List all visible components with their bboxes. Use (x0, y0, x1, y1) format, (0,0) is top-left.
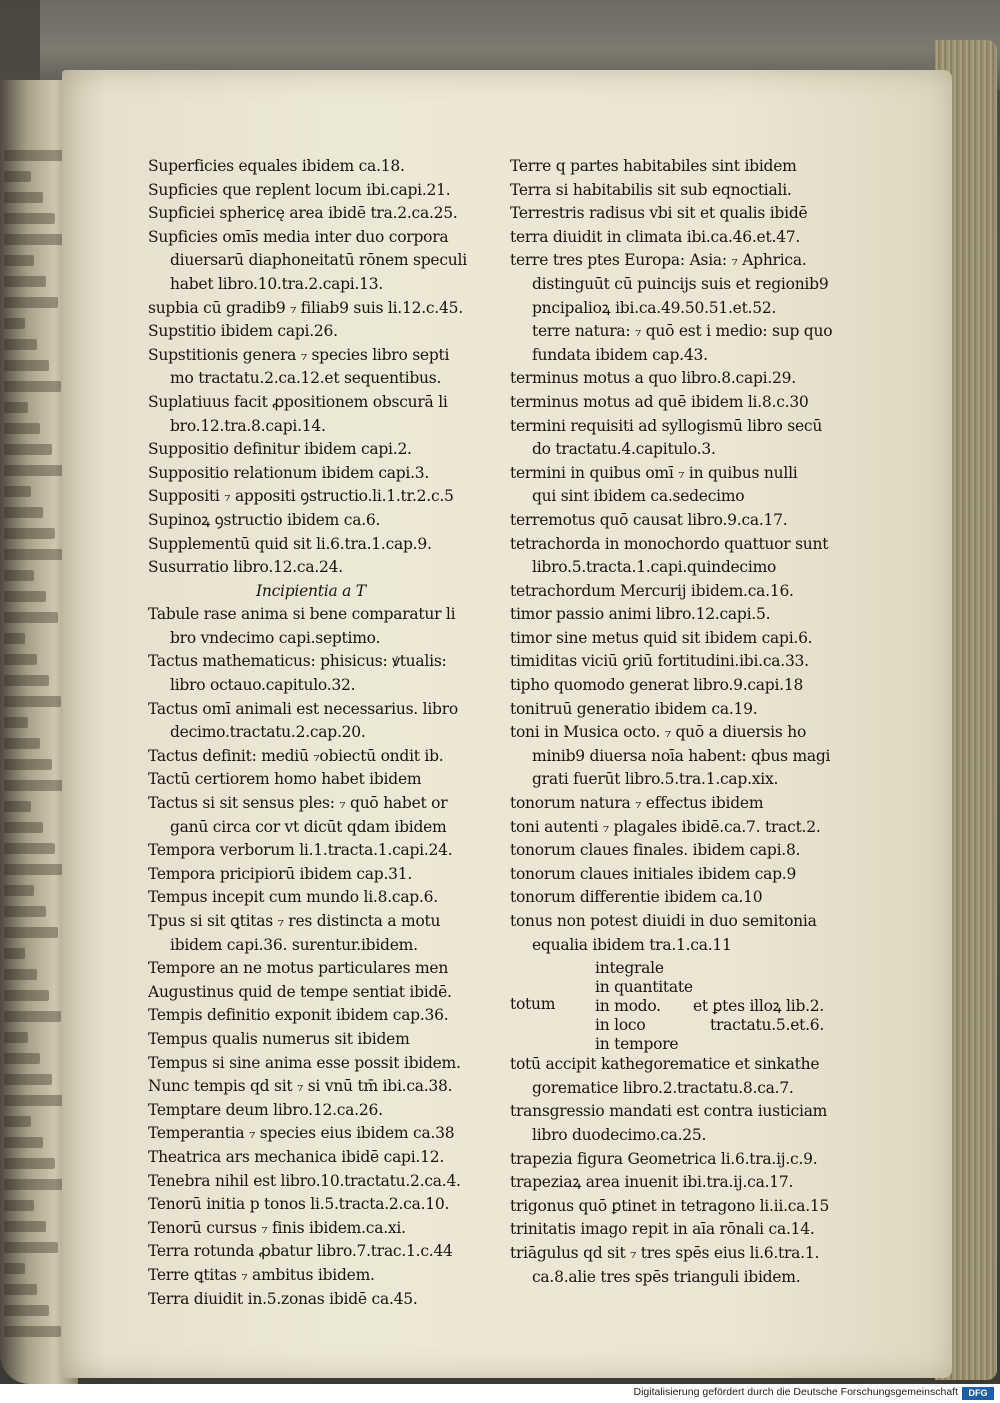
bleed-through-text (4, 1158, 55, 1169)
index-entry: libro duodecimo.ca.25. (532, 1125, 707, 1144)
index-entry: pncipalioꝝ ibi.ca.49.50.51.et.52. (532, 298, 777, 317)
index-entry: Tactus mathematicus: phisicus: ꝟtualis: (148, 652, 447, 671)
index-entry: do tractatu.4.capitulo.3. (532, 440, 716, 459)
bleed-through-text (4, 549, 67, 560)
index-entry: mo tractatu.2.ca.12.et sequentibus. (170, 369, 442, 388)
index-entry: Suppositio definitur ibidem capi.2. (148, 440, 412, 459)
index-entry: Terre ꝗtitas ₇ ambitus ibidem. (148, 1265, 375, 1284)
totum-item: in loco (595, 1016, 646, 1035)
bleed-through-text (4, 654, 37, 665)
index-entry: terre tres ptes Europa: Asia: ₇ Aphrica. (510, 251, 807, 270)
index-entry: Tenorū cursus ₇ finis ibidem.ca.xi. (148, 1218, 406, 1237)
bleed-through-text (4, 759, 52, 770)
index-entry: tonorum natura ₇ effectus ibidem (510, 794, 764, 813)
index-entry: terremotus quō causat libro.9.ca.17. (510, 510, 788, 529)
index-entry: libro.5.tracta.1.capi.quindecimo (532, 558, 777, 577)
bleed-through-text (4, 381, 61, 392)
index-entry: Supplementū quid sit li.6.tra.1.cap.9. (148, 534, 432, 553)
bleed-through-text (4, 885, 34, 896)
totum-ref: et ꝑtes illoꝝ lib.2. (693, 997, 825, 1016)
bleed-through-text (4, 1200, 34, 1211)
index-entry: Tempus qualis numerus sit ibidem (148, 1029, 410, 1048)
index-entry: Tenebra nihil est libro.10.tractatu.2.ca.4. (148, 1171, 461, 1190)
index-entry: equalia ibidem tra.1.ca.11 (532, 935, 732, 954)
index-entry: diuersarū diaphoneitatū rōnem speculi (170, 251, 467, 270)
index-entry: Tempora pricipiorū ibidem cap.31. (148, 864, 413, 883)
section-heading: Incipientia a T (256, 581, 366, 600)
index-entry: decimo.tractatu.2.cap.20. (170, 723, 366, 742)
index-entry: qui sint ibidem ca.sedecimo (532, 487, 745, 506)
bleed-through-text (4, 1179, 67, 1190)
bleed-through-text (4, 738, 40, 749)
bleed-through-text (4, 1137, 43, 1148)
bleed-through-text (4, 801, 31, 812)
bleed-through-text (4, 528, 55, 539)
bleed-through-text (4, 1011, 61, 1022)
bleed-through-text (4, 717, 28, 728)
index-entry: triāgulus qd sit ₇ tres spēs eius li.6.tra.1. (510, 1243, 820, 1262)
index-entry: Superficies equales ibidem ca.18. (148, 157, 405, 175)
index-entry: Tactū certiorem homo habet ibidem (148, 770, 422, 789)
index-entry: Tempis definitio exponit ibidem cap.36. (148, 1006, 449, 1025)
index-entry: trapezia figura Geometrica li.6.tra.ij.c.9. (510, 1149, 818, 1168)
bleed-through-text (4, 633, 25, 644)
index-entry: trinitatis imago repit in aīa rōnali ca.14. (510, 1220, 815, 1239)
index-entry: Supficies que replent locum ibi.capi.21. (148, 180, 451, 199)
totum-diagram (510, 957, 865, 1053)
bleed-through-text (4, 444, 52, 455)
index-entry: terminus motus a quo libro.8.capi.29. (510, 369, 796, 388)
totum-item: in quantitate (595, 978, 693, 997)
index-entry: Terrestris radisus vbi sit et qualis ibidē (510, 204, 808, 223)
bleed-through-text (4, 318, 25, 329)
bleed-through-text (4, 465, 64, 476)
index-entry: tonorum differentie ibidem ca.10 (510, 888, 763, 907)
footer-credit: Digitalisierung gefördert durch die Deutsche Forschungsgemeinschaft (633, 1386, 958, 1398)
index-entry: tonus non potest diuidi in duo semitonia (510, 912, 817, 930)
index-entry: Tempora verborum li.1.tracta.1.capi.24. (148, 841, 453, 860)
bleed-through-text (4, 1116, 31, 1127)
bleed-through-text (4, 675, 49, 686)
index-entry: tonitruū generatio ibidem ca.19. (510, 699, 758, 718)
bleed-through-text (4, 570, 34, 581)
bleed-through-text (4, 1284, 37, 1295)
index-entry: ca.8.alie tres spēs trianguli ibidem. (532, 1267, 801, 1286)
right-column-bottom (510, 1053, 865, 1289)
bleed-through-text (4, 402, 28, 413)
index-entry: toni autenti ₇ plagales ibidē.ca.7. tract.2. (510, 817, 821, 836)
index-entry: Tempus incepit cum mundo li.8.cap.6. (148, 888, 438, 907)
index-entry: Tempus si sine anima esse possit ibidem. (148, 1053, 461, 1072)
bleed-through-text (4, 612, 58, 623)
bleed-through-text (4, 822, 43, 833)
bleed-through-text (4, 234, 67, 245)
bleed-through-text (4, 255, 34, 266)
bleed-through-text (4, 780, 64, 791)
index-entry: Terra diuidit in.5.zonas ibidē ca.45. (148, 1289, 418, 1308)
totum-item: in tempore (595, 1035, 679, 1054)
index-entry: Theatrica ars mechanica ibidē capi.12. (148, 1147, 445, 1166)
bleed-through-text (4, 843, 55, 854)
index-entry: Tabule rase anima si bene comparatur li (148, 605, 456, 624)
index-entry: totū accipit kathegorematice et sinkathe (510, 1055, 820, 1074)
index-entry: tonorum claues initiales ibidem cap.9 (510, 864, 797, 883)
right-column (510, 155, 865, 1289)
index-entry: tetrachordum Mercurij ibidem.ca.16. (510, 581, 794, 600)
totum-ref: tractatu.5.et.6. (710, 1016, 825, 1035)
index-entry: termini requisiti ad syllogismū libro secū (510, 416, 823, 435)
index-entry: Tactus omī animali est necessarius. libro (148, 699, 458, 718)
bleed-through-text (4, 150, 64, 161)
bleed-through-text (4, 1305, 49, 1316)
index-entry: tetrachorda in monochordo quattuor sunt (510, 534, 829, 553)
bleed-through-text (4, 213, 55, 224)
bleed-through-text (4, 990, 49, 1001)
bleed-through-text (4, 339, 37, 350)
index-entry: ibidem capi.36. surentur.ibidem. (170, 935, 418, 954)
index-entry: minib9 diuersa noīa habent: qbus magi (532, 746, 831, 765)
index-entry: trigonus quō ꝑtinet in tetragono li.ii.ca.15 (510, 1196, 830, 1215)
bleed-through-text (4, 906, 46, 917)
index-entry: Suplatiuus facit ꝓpositionem obscurā li (148, 392, 448, 411)
index-entry: Temperantia ₇ species eius ibidem ca.38 (148, 1124, 455, 1143)
bleed-through-text (4, 507, 43, 518)
bleed-through-text (4, 1221, 46, 1232)
dfg-logo: DFG (962, 1387, 994, 1400)
index-entry: gorematice libro.2.tractatu.8.ca.7. (532, 1078, 794, 1097)
bleed-through-text (4, 1074, 52, 1085)
totum-word: totum (510, 995, 556, 1014)
index-entry: tonorum claues finales. ibidem capi.8. (510, 841, 801, 860)
index-entry: libro octauo.capitulo.32. (170, 676, 356, 695)
index-entry: Tactus definit: mediū ₇obiectū ondit ib. (148, 746, 444, 765)
index-entry: Supficies omīs media inter duo corpora (148, 227, 449, 246)
bleed-through-text (4, 423, 40, 434)
index-entry: Tenorū initia p tonos li.5.tracta.2.ca.10. (148, 1195, 450, 1214)
index-entry: Terre q partes habitabiles sint ibidem (510, 157, 797, 175)
index-entry: transgressio mandati est contra iusticiam (510, 1102, 828, 1121)
index-entry: Nunc tempis qd sit ₇ si vnū tm̄ ibi.ca.38. (148, 1077, 453, 1096)
bleed-through-text (4, 864, 67, 875)
bleed-through-text (4, 1242, 58, 1253)
bleed-through-text (4, 297, 58, 308)
bleed-through-text (4, 969, 37, 980)
index-entry: supbia cū gradib9 ₇ filiab9 suis li.12.c.45. (148, 298, 463, 317)
index-entry: Tpus si sit ꝗtitas ₇ res distincta a motu (148, 912, 441, 930)
index-entry: tipho quomodo generat libro.9.capi.18 (510, 676, 804, 695)
index-entry: Supficiei sphericę area ibidē tra.2.ca.25. (148, 204, 458, 223)
index-entry: Suppositio relationum ibidem capi.3. (148, 463, 430, 482)
left-column (148, 155, 500, 1311)
index-entry: bro.12.tra.8.capi.14. (170, 416, 326, 435)
index-entry: Temptare deum libro.12.ca.26. (148, 1100, 383, 1119)
bleed-through-text (4, 171, 31, 182)
index-entry: Terra rotunda ꝓbatur libro.7.trac.1.c.44 (148, 1242, 453, 1261)
bleed-through-text (4, 1053, 40, 1064)
bleed-through-text (4, 360, 49, 371)
bleed-through-text (4, 192, 43, 203)
index-entry: trapeziaꝝ area inuenit ibi.tra.ij.ca.17. (510, 1173, 794, 1192)
totum-item: in modo. (595, 997, 661, 1016)
index-entry: Supinoꝝ ꝯstructio ibidem ca.6. (148, 510, 381, 529)
bleed-through-text (4, 1095, 64, 1106)
bleed-through-text (4, 276, 46, 287)
index-entry: termini in quibus omī ₇ in quibus nulli (510, 463, 798, 482)
index-entry: fundata ibidem cap.43. (532, 345, 708, 364)
index-entry: grati fuerūt libro.5.tra.1.cap.xix. (532, 770, 779, 789)
bleed-through-text (4, 1326, 61, 1337)
index-entry: Tactus si sit sensus ples: ₇ quō habet or (148, 794, 448, 813)
index-entry: toni in Musica octo. ₇ quō a diuersis ho (510, 723, 807, 742)
bleed-through-text (4, 927, 58, 938)
index-entry: timiditas viciū ꝯriū fortitudini.ibi.ca.33. (510, 652, 809, 671)
index-entry: ganū circa cor vt dicūt qdam ibidem (170, 817, 447, 836)
index-entry: timor passio animi libro.12.capi.5. (510, 605, 771, 624)
index-entry: bro vndecimo capi.septimo. (170, 628, 381, 647)
bleed-through-text (4, 948, 25, 959)
index-entry: Supstitio ibidem capi.26. (148, 322, 338, 341)
footer-bar (0, 1384, 1000, 1403)
index-entry: Augustinus quid de tempe sentiat ibidē. (148, 982, 452, 1001)
index-entry: Supstitionis genera ₇ species libro septi (148, 345, 450, 364)
index-entry: distinguūt cū puincijs suis et regionib9 (532, 274, 829, 293)
index-entry: terminus motus ad quē ibidem li.8.c.30 (510, 392, 809, 411)
bleed-through-text (4, 1263, 25, 1274)
index-entry: terre natura: ₇ quō est i medio: sup quo (532, 322, 833, 341)
index-entry: Terra si habitabilis sit sub eqnoctiali. (510, 180, 792, 199)
index-entry: Suppositi ₇ appositi ꝯstructio.li.1.tr.2.c.5 (148, 487, 454, 506)
index-entry: Susurratio libro.12.ca.24. (148, 558, 343, 577)
bleed-through-text (4, 1032, 28, 1043)
index-entry: Tempore an ne motus particulares men (148, 959, 449, 978)
right-column-top (510, 155, 865, 957)
totum-item: integrale (595, 959, 664, 978)
bleed-through-text (4, 486, 31, 497)
bleed-through-text (4, 696, 61, 707)
index-entry: terra diuidit in climata ibi.ca.46.et.47. (510, 227, 801, 246)
index-entry: habet libro.10.tra.2.capi.13. (170, 274, 384, 293)
bleed-through-text (4, 591, 46, 602)
index-entry: timor sine metus quid sit ibidem capi.6. (510, 628, 813, 647)
